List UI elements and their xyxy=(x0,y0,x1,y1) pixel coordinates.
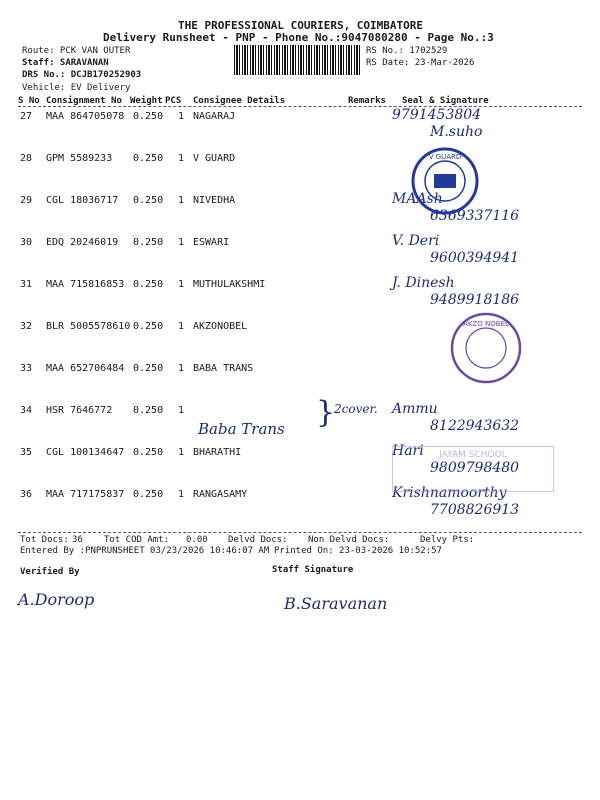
cell-consignee: MUTHULAKSHMI xyxy=(193,279,266,290)
rs-date: RS Date: 23-Mar-2026 xyxy=(366,58,475,68)
cell-consignment: MAA 715816853 xyxy=(46,279,125,290)
delvy-pts: Delvy Pts: xyxy=(420,535,475,545)
tot-docs-label: Tot Docs: xyxy=(20,535,69,545)
cell-consignment: BLR 5005578610 xyxy=(46,321,131,332)
cell-weight: 0.250 xyxy=(133,447,164,458)
rs-number: RS No.: 1702529 xyxy=(366,46,448,56)
col-seal: Seal & Signature xyxy=(402,96,489,106)
brace-mark: } xyxy=(316,395,336,430)
cell-sno: 35 xyxy=(20,447,33,458)
cell-sno: 31 xyxy=(20,279,33,290)
handwritten-phone: 9809798480 xyxy=(430,460,520,476)
akzo-stamp xyxy=(448,310,524,386)
col-pcs: PCS xyxy=(165,96,182,106)
cell-pcs: 1 xyxy=(178,237,185,248)
cell-pcs: 1 xyxy=(178,153,185,164)
handwritten-signature: MAAsh xyxy=(392,191,443,207)
staff-signature-label: Staff Signature xyxy=(272,565,354,575)
cell-consignment: EDQ 20246019 xyxy=(46,237,119,248)
cell-sno: 33 xyxy=(20,363,33,374)
cell-consignment: MAA 717175837 xyxy=(46,489,125,500)
cell-weight: 0.250 xyxy=(133,321,164,332)
cell-consignment: CGL 18036717 xyxy=(46,195,119,206)
cell-consignee: NIVEDHA xyxy=(193,195,236,206)
handwritten-phone: M.suho xyxy=(430,124,483,140)
handwritten-phone: 9600394941 xyxy=(430,250,520,266)
cell-consignee: AKZONOBEL xyxy=(193,321,248,332)
cell-sno: 29 xyxy=(20,195,33,206)
cell-pcs: 1 xyxy=(178,489,185,500)
staff: Staff: SARAVANAN xyxy=(22,58,109,68)
school-stamp xyxy=(392,446,554,492)
handwritten-phone: 6369337116 xyxy=(430,208,520,224)
col-consignee: Consignee Details xyxy=(193,96,286,106)
cell-weight: 0.250 xyxy=(133,489,164,500)
verified-by-label: Verified By xyxy=(20,567,80,577)
tot-docs-value: 36 xyxy=(72,535,83,545)
cell-consignee: RANGASAMY xyxy=(193,489,248,500)
cell-consignment: CGL 100134647 xyxy=(46,447,125,458)
staff-signature: B.Saravanan xyxy=(284,594,388,613)
barcode xyxy=(234,45,362,75)
route: Route: PCK VAN OUTER xyxy=(22,46,131,56)
company-name: THE PROFESSIONAL COURIERS, COIMBATORE xyxy=(178,19,424,32)
cell-weight: 0.250 xyxy=(133,111,164,122)
cell-sno: 32 xyxy=(20,321,33,332)
col-consignment: Consignment No xyxy=(46,96,122,106)
verified-signature: A.Doroop xyxy=(18,590,95,609)
cell-weight: 0.250 xyxy=(133,405,164,416)
school-stamp-text: JAYAM SCHOOL xyxy=(439,450,507,460)
akzo-stamp-text: AKZO NOBEL xyxy=(463,320,509,328)
entered-by: Entered By :PNPRUNSHEET 03/23/2026 10:46:07 AM xyxy=(20,546,270,556)
handwritten-signature: Ammu xyxy=(392,401,438,417)
cell-pcs: 1 xyxy=(178,111,185,122)
col-weight: Weight xyxy=(130,96,163,106)
footer-divider xyxy=(18,532,582,533)
col-sno: S No xyxy=(18,96,40,106)
handwritten-baba-trans: Baba Trans xyxy=(198,420,285,438)
cod-value: 0.00 xyxy=(186,535,208,545)
handwritten-phone: 9489918186 xyxy=(430,292,520,308)
delvd-docs: Delvd Docs: xyxy=(228,535,288,545)
vehicle: Vehicle: EV Delivery xyxy=(22,83,131,93)
cell-consignment: HSR 7646772 xyxy=(46,405,113,416)
cell-sno: 30 xyxy=(20,237,33,248)
handwritten-signature: V. Deri xyxy=(392,233,440,249)
cell-sno: 27 xyxy=(20,111,33,122)
cell-consignment: MAA 864705078 xyxy=(46,111,125,122)
handwritten-phone: 7708826913 xyxy=(430,502,520,518)
handwritten-signature: Krishnamoorthy xyxy=(392,485,507,501)
cell-pcs: 1 xyxy=(178,279,185,290)
drs-number: DRS No.: DCJB170252903 xyxy=(22,70,142,80)
cell-sno: 34 xyxy=(20,405,33,416)
non-delvd-docs: Non Delvd Docs: xyxy=(308,535,390,545)
cell-consignee: V GUARD xyxy=(193,153,236,164)
header-divider xyxy=(18,106,582,107)
handwritten-signature: J. Dinesh xyxy=(392,275,455,291)
handwritten-signature: 9791453804 xyxy=(392,107,482,123)
cod-label: Tot COD Amt: xyxy=(104,535,170,545)
cell-weight: 0.250 xyxy=(133,279,164,290)
col-remarks: Remarks xyxy=(348,96,386,106)
handwritten-cover: 2cover. xyxy=(334,402,378,416)
cell-consignee: NAGARAJ xyxy=(193,111,236,122)
cell-pcs: 1 xyxy=(178,321,185,332)
cell-consignee: BHARATHI xyxy=(193,447,242,458)
cell-pcs: 1 xyxy=(178,447,185,458)
printed-on: Printed On: 23-03-2026 10:52:57 xyxy=(274,546,442,556)
vguard-stamp-text: V GUARD xyxy=(428,153,462,161)
cell-pcs: 1 xyxy=(178,363,185,374)
cell-pcs: 1 xyxy=(178,405,185,416)
cell-weight: 0.250 xyxy=(133,363,164,374)
cell-pcs: 1 xyxy=(178,195,185,206)
cell-sno: 28 xyxy=(20,153,33,164)
cell-consignee: BABA TRANS xyxy=(193,363,254,374)
cell-consignment: GPM 5589233 xyxy=(46,153,113,164)
vguard-stamp xyxy=(410,146,480,216)
cell-weight: 0.250 xyxy=(133,195,164,206)
cell-sno: 36 xyxy=(20,489,33,500)
cell-weight: 0.250 xyxy=(133,237,164,248)
handwritten-phone: 8122943632 xyxy=(430,418,520,434)
cell-consignment: MAA 652706484 xyxy=(46,363,125,374)
handwritten-signature: Hari xyxy=(392,443,424,459)
cell-weight: 0.250 xyxy=(133,153,164,164)
cell-consignee: ESWARI xyxy=(193,237,230,248)
runsheet-title: Delivery Runsheet - PNP - Phone No.:9047080280 - Page No.:3 xyxy=(103,31,494,44)
